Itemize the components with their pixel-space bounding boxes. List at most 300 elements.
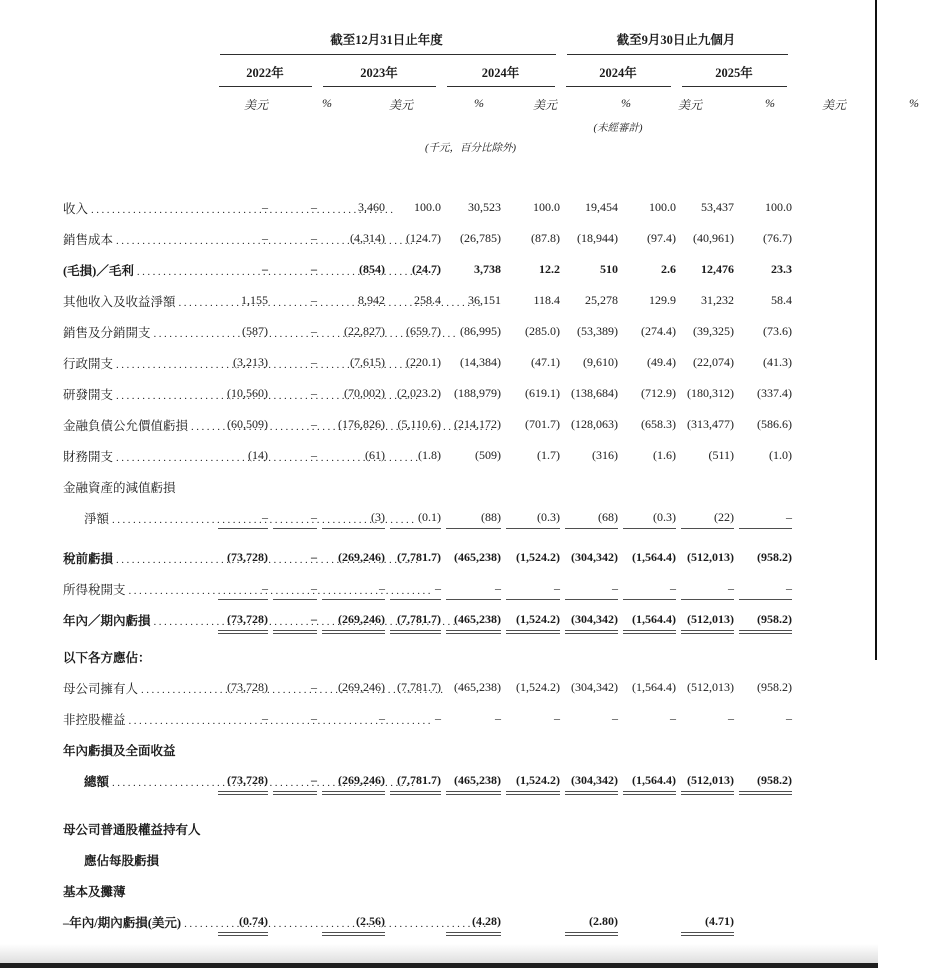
period-group-header-row — [63, 30, 792, 55]
cell-2023-usd: – — [379, 711, 385, 725]
header-label-spacer — [63, 30, 213, 55]
cell-2022-usd: (587) — [242, 324, 268, 338]
row-label: 行政開支 — [63, 357, 114, 371]
table-row-attributable-to-caption — [63, 648, 792, 679]
cell-2023-usd: 3,460 — [358, 200, 385, 214]
cell-2022-pct — [268, 913, 317, 914]
cell-9m2024-usd: (304,342) — [571, 550, 618, 564]
row-label: 基本及攤薄 — [63, 885, 126, 899]
cell-9m2025-usd: 53,437 — [701, 200, 734, 214]
cell-2024-pct: – — [501, 580, 560, 600]
cell-2023-pct: (7,781.7) — [397, 550, 441, 564]
row-label-cell — [63, 772, 213, 790]
cell-9m2025-pct: (41.3) — [763, 355, 792, 369]
cell-9m2025-usd: (512,013) — [687, 550, 734, 564]
table-row-gross-loss-profit — [63, 261, 792, 292]
cell-2023-pct — [385, 820, 441, 821]
cell-9m2024-usd: (53,389) — [577, 324, 618, 338]
cell-2023-pct — [385, 851, 441, 852]
cell-9m2024-pct: 2.6 — [661, 262, 676, 276]
cell-2023-usd: (269,246) — [338, 550, 385, 564]
cell-9m2025-pct: (1.0) — [769, 448, 792, 462]
row-label: 非控股權益 — [63, 713, 126, 727]
cell-2024-pct — [501, 882, 560, 883]
cell-9m2024-pct: (1,564.4) — [618, 772, 676, 795]
subheader-percent: % — [474, 96, 484, 110]
cell-9m2025-usd: (512,013) — [687, 680, 734, 694]
cell-2023-pct: (7,781.7) — [385, 772, 441, 795]
row-label: 銷售及分銷開支 — [63, 326, 151, 340]
cell-2023-pct: – — [435, 711, 441, 725]
period-group-nine-months — [560, 30, 792, 55]
cell-9m2024-usd — [560, 820, 618, 821]
cell-9m2024-usd: (68) — [560, 509, 618, 529]
cell-9m2024-pct: (1.6) — [653, 448, 676, 462]
cell-2023-usd — [317, 741, 385, 742]
cell-9m2024-pct — [618, 882, 676, 883]
row-label: –年內/期內虧損(美元) — [63, 916, 182, 930]
row-label-cell — [63, 549, 213, 567]
cell-9m2025-usd — [676, 478, 734, 479]
cell-2024-pct — [501, 820, 560, 821]
row-label-cell — [63, 323, 213, 341]
row-label: 稅前虧損 — [63, 552, 114, 566]
cell-2023-pct: (5,110.6) — [397, 417, 441, 431]
row-label-cell — [63, 648, 213, 666]
cell-9m2025-pct: (958.2) — [734, 772, 792, 795]
cell-2022-usd: (73,728) — [213, 611, 268, 634]
cell-2024-pct — [501, 851, 560, 852]
cell-2024-pct — [501, 913, 560, 914]
cell-2022-usd: – — [262, 200, 268, 214]
subheader-currency: 美元 — [821, 98, 846, 112]
cell-2022-usd: – — [262, 262, 268, 276]
cell-2024-pct: – — [554, 711, 560, 725]
cell-2024-pct — [501, 741, 560, 742]
cell-9m2025-pct: (586.6) — [757, 417, 792, 431]
subheader-currency: 美元 — [243, 98, 268, 112]
cell-2024-usd: 36,151 — [468, 293, 501, 307]
cell-2024-usd — [441, 648, 501, 649]
subheader-percent: % — [322, 96, 332, 110]
row-label-cell — [63, 710, 213, 728]
cell-2024-pct: (0.3) — [501, 509, 560, 529]
row-label-cell — [63, 509, 213, 527]
row-label: 財務開支 — [63, 450, 114, 464]
cell-2022-usd: (3,213) — [233, 355, 268, 369]
year-header-row — [63, 55, 792, 87]
cell-9m2025-pct: – — [786, 711, 792, 725]
cell-2022-usd: (73,728) — [227, 550, 268, 564]
cell-9m2024-pct: (97.4) — [647, 231, 676, 245]
cell-9m2025-pct — [734, 913, 792, 914]
row-label-cell — [63, 679, 213, 697]
cell-2024-usd: – — [441, 580, 501, 600]
cell-9m2025-usd: (22) — [676, 509, 734, 529]
cell-9m2025-usd: (4.71) — [676, 913, 734, 936]
unit-note: (千元，百分比除外) — [425, 143, 516, 154]
subheader-percent: % — [765, 96, 775, 110]
cell-2022-pct: – — [311, 200, 317, 214]
cell-9m2025-pct: (337.4) — [757, 386, 792, 400]
cell-2022-usd: (10,560) — [227, 386, 268, 400]
cell-2024-pct: (1,524.2) — [501, 611, 560, 634]
cell-9m2025-pct: (958.2) — [757, 680, 792, 694]
cell-2023-pct: – — [385, 580, 441, 600]
table-row-rd-expenses — [63, 385, 792, 416]
period-group-nine-months-title: 截至9月30日止九個月 — [616, 33, 736, 47]
cell-9m2024-pct — [618, 741, 676, 742]
cell-2024-usd: (188,979) — [454, 386, 501, 400]
cell-9m2025-pct: 100.0 — [765, 200, 792, 214]
financial-summary-table — [63, 30, 919, 944]
cell-2023-usd: (269,246) — [317, 611, 385, 634]
table-row-non-controlling-interests — [63, 710, 792, 741]
cell-9m2025-usd: (512,013) — [676, 772, 734, 795]
row-label: 收入 — [63, 202, 89, 216]
cell-2022-usd: (73,728) — [227, 680, 268, 694]
row-label: (毛損)／毛利 — [63, 264, 134, 278]
cell-9m2025-pct — [734, 851, 792, 852]
year-2023: 2023年 — [317, 55, 441, 87]
row-label-cell — [63, 292, 213, 310]
cell-2022-usd — [213, 648, 268, 649]
cell-2023-usd: (61) — [365, 448, 385, 462]
row-label-cell — [63, 851, 213, 869]
cell-9m2025-pct — [734, 648, 792, 649]
row-label-cell — [63, 611, 213, 629]
row-label-cell — [63, 820, 213, 838]
row-label: 金融資產的減值虧損 — [63, 481, 176, 495]
cell-9m2024-pct: 100.0 — [649, 200, 676, 214]
cell-2024-pct: 12.2 — [539, 262, 560, 276]
cell-2024-pct: (1.7) — [537, 448, 560, 462]
cell-2022-pct: – — [311, 324, 317, 338]
cell-2023-pct: (220.1) — [406, 355, 441, 369]
cell-2024-usd: 30,523 — [468, 200, 501, 214]
cell-2023-pct — [385, 478, 441, 479]
cell-2022-usd — [213, 882, 268, 883]
cell-9m2024-usd: – — [560, 580, 618, 600]
cell-2022-usd: (14) — [248, 448, 268, 462]
cell-2023-pct: (7,781.7) — [385, 611, 441, 634]
cell-9m2025-usd — [676, 820, 734, 821]
cell-2022-pct: – — [311, 680, 317, 694]
cell-9m2025-pct: (958.2) — [757, 550, 792, 564]
cell-9m2025-usd: (39,325) — [693, 324, 734, 338]
cell-2022-usd: – — [213, 509, 268, 529]
cell-9m2025-pct — [734, 741, 792, 742]
cell-2024-usd: (214,172) — [454, 417, 501, 431]
table-row-revenue — [63, 199, 792, 230]
cell-9m2024-pct — [618, 851, 676, 852]
cell-2023-usd: (2.56) — [317, 913, 385, 936]
cell-2022-pct: – — [311, 448, 317, 462]
subheader-currency: 美元 — [532, 98, 557, 112]
bottom-gradient-strip — [0, 944, 878, 963]
header-label-spacer — [63, 87, 213, 113]
cell-2022-usd: (73,728) — [213, 772, 268, 795]
cell-9m2025-usd: 12,476 — [701, 262, 734, 276]
cell-2023-pct: (0.1) — [385, 509, 441, 529]
year-2024-nine-months: 2024年 — [560, 55, 676, 87]
cell-2022-usd — [213, 478, 268, 479]
row-label: 應佔每股虧損 — [84, 854, 160, 868]
cell-9m2025-pct: (958.2) — [734, 611, 792, 634]
cell-2023-usd: (854) — [359, 262, 385, 276]
row-label: 淨額 — [84, 512, 110, 526]
cell-2022-pct — [268, 820, 317, 821]
cell-2023-pct — [385, 648, 441, 649]
cell-9m2025-pct: 23.3 — [771, 262, 792, 276]
table-row-selling-distribution-expenses — [63, 323, 792, 354]
cell-2022-usd: – — [262, 711, 268, 725]
cell-9m2024-pct — [618, 648, 676, 649]
cell-2022-pct: – — [268, 580, 317, 600]
cell-9m2024-usd: (9,610) — [583, 355, 618, 369]
table-row-other-income-net — [63, 292, 792, 323]
cell-9m2025-usd: – — [676, 580, 734, 600]
cell-2023-usd — [317, 820, 385, 821]
row-label-cell — [63, 882, 213, 900]
cell-2023-usd: (269,246) — [338, 680, 385, 694]
cell-2024-pct: (619.1) — [525, 386, 560, 400]
cell-9m2024-pct — [618, 820, 676, 821]
cell-2022-usd — [213, 851, 268, 852]
year-2022: 2022年 — [213, 55, 317, 87]
year-2024: 2024年 — [441, 55, 560, 87]
cell-2022-pct: – — [311, 550, 317, 564]
table-row-impairment-net — [63, 509, 792, 540]
cell-9m2025-pct — [734, 478, 792, 479]
table-body — [63, 199, 792, 944]
cell-2024-pct: (47.1) — [531, 355, 560, 369]
row-label: 所得稅開支 — [63, 583, 126, 597]
cell-2023-pct: 100.0 — [414, 200, 441, 214]
cell-2023-usd — [317, 882, 385, 883]
cell-9m2025-usd: (22,074) — [693, 355, 734, 369]
table-row-eps-attributable-caption — [63, 851, 792, 882]
subheader-currency: 美元 — [677, 98, 702, 112]
table-row-loss-before-tax — [63, 549, 792, 580]
cell-9m2025-usd — [676, 648, 734, 649]
cell-9m2024-pct: (49.4) — [647, 355, 676, 369]
cell-2023-usd: 8,942 — [358, 293, 385, 307]
cell-9m2024-usd: 19,454 — [585, 200, 618, 214]
row-label-cell — [63, 230, 213, 248]
row-label-cell — [63, 385, 213, 403]
cell-2023-usd: (4,314) — [350, 231, 385, 245]
cell-2023-usd: (269,246) — [317, 772, 385, 795]
header-label-spacer — [63, 55, 213, 87]
cell-2024-pct: (1,524.2) — [501, 772, 560, 795]
row-label: 母公司擁有人 — [63, 682, 139, 696]
cell-2024-usd: – — [495, 711, 501, 725]
subheader-percent: % — [621, 96, 631, 110]
cell-9m2024-usd: (2.80) — [560, 913, 618, 936]
cell-9m2024-usd: (304,342) — [560, 772, 618, 795]
table-row-total-comprehensive-amount — [63, 772, 792, 803]
table-row-cost-of-sales — [63, 230, 792, 261]
cell-2023-pct: (1.8) — [418, 448, 441, 462]
cell-2022-pct — [268, 882, 317, 883]
cell-2023-usd: (70,002) — [344, 386, 385, 400]
cell-9m2024-pct: (0.3) — [618, 509, 676, 529]
cell-2023-pct — [385, 913, 441, 914]
row-label-cell — [63, 580, 213, 598]
cell-2024-pct: 118.4 — [533, 293, 560, 307]
cell-2024-pct — [501, 648, 560, 649]
cell-9m2025-usd — [676, 851, 734, 852]
cell-2022-pct: – — [268, 509, 317, 529]
subheader-row — [63, 87, 919, 113]
cell-9m2024-pct: 129.9 — [649, 293, 676, 307]
cell-9m2024-pct — [618, 478, 676, 479]
cell-9m2025-usd: 31,232 — [701, 293, 734, 307]
unaudited-note: (未經審計) — [593, 123, 643, 134]
table-row-owners-of-parent — [63, 679, 792, 710]
cell-2024-pct: (87.8) — [531, 231, 560, 245]
cell-9m2024-pct: – — [618, 580, 676, 600]
cell-2024-usd — [441, 882, 501, 883]
table-row-fv-loss-financial-liabilities — [63, 416, 792, 447]
table-row-eps-loss-usd — [63, 913, 792, 944]
cell-2022-usd — [213, 741, 268, 742]
bottom-bar — [0, 963, 878, 968]
cell-9m2025-usd: (180,312) — [687, 386, 734, 400]
table-row-basic-diluted-caption — [63, 882, 792, 913]
cell-9m2024-usd: (138,684) — [571, 386, 618, 400]
cell-2022-pct: – — [268, 611, 317, 634]
cell-2024-pct: (701.7) — [525, 417, 560, 431]
cell-2022-pct — [268, 478, 317, 479]
cell-2023-pct: (24.7) — [412, 262, 441, 276]
cell-9m2024-usd: (304,342) — [560, 611, 618, 634]
row-label-cell — [63, 261, 213, 279]
cell-2024-pct: 100.0 — [533, 200, 560, 214]
cell-2022-usd: – — [213, 580, 268, 600]
cell-2022-pct: – — [311, 417, 317, 431]
row-label: 研發開支 — [63, 388, 114, 402]
cell-2024-usd: (26,785) — [460, 231, 501, 245]
cell-9m2025-pct: (76.7) — [763, 231, 792, 245]
row-label-cell — [63, 354, 213, 372]
cell-9m2024-usd: (18,944) — [577, 231, 618, 245]
cell-2024-pct: (1,524.2) — [516, 680, 560, 694]
cell-9m2024-usd: – — [612, 711, 618, 725]
cell-2024-usd: (14,384) — [460, 355, 501, 369]
cell-2022-usd: – — [262, 231, 268, 245]
cell-2023-pct: (2,023.2) — [397, 386, 441, 400]
cell-9m2025-pct: 58.4 — [771, 293, 792, 307]
cell-2024-usd: (465,238) — [441, 611, 501, 634]
cell-2024-pct: (285.0) — [525, 324, 560, 338]
cell-2024-usd: (509) — [475, 448, 501, 462]
cell-2022-pct — [268, 741, 317, 742]
cell-2024-usd: 3,738 — [474, 262, 501, 276]
cell-9m2024-pct: (1,564.4) — [632, 680, 676, 694]
cell-2024-pct — [501, 478, 560, 479]
row-label: 年內虧損及全面收益 — [63, 744, 176, 758]
cell-2022-pct: – — [311, 262, 317, 276]
cell-9m2024-pct: (274.4) — [641, 324, 676, 338]
cell-9m2025-usd: (511) — [708, 448, 734, 462]
cell-9m2024-pct: (712.9) — [641, 386, 676, 400]
cell-2023-usd: (22,827) — [344, 324, 385, 338]
cell-2024-usd: (4.28) — [441, 913, 501, 936]
cell-9m2024-usd — [560, 741, 618, 742]
cell-2023-usd — [317, 478, 385, 479]
period-group-annual-title: 截至12月31日止年度 — [330, 33, 443, 47]
cell-9m2024-usd — [560, 882, 618, 883]
cell-9m2024-pct: (1,564.4) — [618, 611, 676, 634]
cell-2024-usd: (86,995) — [460, 324, 501, 338]
cell-9m2024-pct — [618, 913, 676, 914]
row-label: 金融負債公允價值虧損 — [63, 419, 189, 433]
cell-2024-usd: (465,238) — [441, 772, 501, 795]
table-row-impairment-financial-assets-caption — [63, 478, 792, 509]
cell-2022-usd: 1,155 — [241, 293, 268, 307]
cell-2022-pct: – — [268, 772, 317, 795]
row-label: 年內／期內虧損 — [63, 614, 151, 628]
cell-9m2025-usd — [676, 882, 734, 883]
cell-9m2025-usd — [676, 741, 734, 742]
unaudited-note-row — [63, 113, 792, 135]
cell-9m2024-usd — [560, 851, 618, 852]
cell-9m2024-usd: 25,278 — [585, 293, 618, 307]
cell-9m2025-usd: (313,477) — [687, 417, 734, 431]
table-row-income-tax-expense — [63, 580, 792, 611]
row-label-cell — [63, 416, 213, 434]
cell-9m2025-pct — [734, 820, 792, 821]
cell-2024-usd: (465,238) — [454, 680, 501, 694]
cell-2022-usd: (0.74) — [213, 913, 268, 936]
cell-2022-usd — [213, 820, 268, 821]
cell-9m2025-pct — [734, 882, 792, 883]
cell-9m2025-usd: – — [728, 711, 734, 725]
period-group-annual — [213, 30, 560, 55]
page-edge-rule — [875, 0, 877, 660]
cell-2022-pct: – — [311, 355, 317, 369]
table-row-loss-for-period — [63, 611, 792, 642]
cell-2023-pct: (7,781.7) — [397, 680, 441, 694]
row-label-cell — [63, 913, 213, 931]
cell-2024-usd — [441, 851, 501, 852]
table-row-eps-holders-caption — [63, 820, 792, 851]
cell-9m2025-pct: – — [734, 509, 792, 529]
cell-2022-pct: – — [311, 231, 317, 245]
cell-2022-pct — [268, 648, 317, 649]
cell-2023-pct — [385, 882, 441, 883]
table-row-administrative-expenses — [63, 354, 792, 385]
cell-9m2024-usd: 510 — [600, 262, 618, 276]
cell-2023-pct: (659.7) — [406, 324, 441, 338]
subheader-percent: % — [909, 96, 919, 110]
cell-2023-usd: (3) — [317, 509, 385, 529]
row-label-cell — [63, 199, 213, 217]
cell-9m2024-usd — [560, 648, 618, 649]
cell-2023-usd: – — [317, 580, 385, 600]
cell-2024-usd — [441, 478, 501, 479]
table-row-finance-costs — [63, 447, 792, 478]
cell-2023-usd: (176,826) — [338, 417, 385, 431]
cell-9m2024-usd: (316) — [592, 448, 618, 462]
row-label-cell — [63, 741, 213, 759]
cell-2024-pct: (1,524.2) — [516, 550, 560, 564]
cell-9m2024-pct: (1,564.4) — [632, 550, 676, 564]
cell-9m2024-usd: (304,342) — [571, 680, 618, 694]
cell-2024-usd — [441, 820, 501, 821]
